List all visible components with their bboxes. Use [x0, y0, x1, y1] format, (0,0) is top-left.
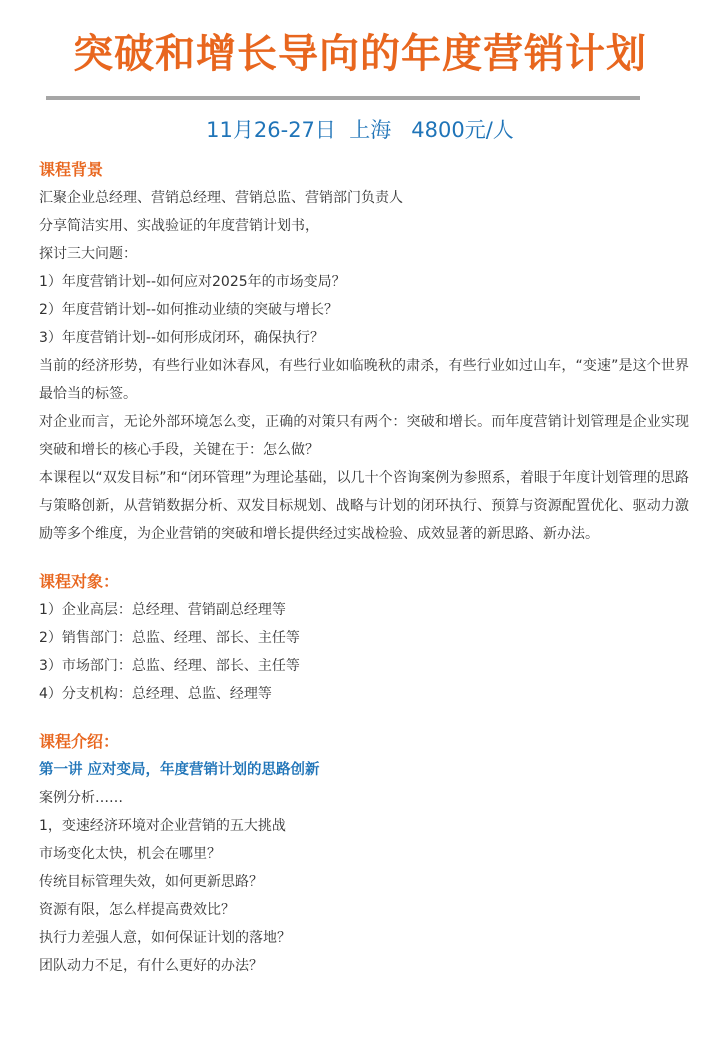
background-paragraph: 本课程以“双发目标”和“闭环管理”为理论基础，以几十个咨询案例为参照系，着眼于年度计划管理的思路与策略创新，从营销数据分析、双发目标规划、战略与计划的闭环执行、预算与资源配置优化、驱动力激励等多个维度，为企业营销的突破和增长提供经过实战检验、成效显著的新思路、新办法。 — [39, 470, 689, 542]
section-spacer — [39, 548, 689, 568]
main-content — [39, 156, 689, 980]
intro-line: 团队动力不足，有什么更好的办法？ — [39, 958, 263, 974]
intro-heading: 课程介绍： — [39, 732, 120, 751]
intro-line: 市场变化太快，机会在哪里？ — [39, 846, 221, 862]
title-divider — [46, 96, 640, 100]
intro-line: 传统目标管理失效，如何更新思路？ — [39, 874, 263, 890]
audience-item: 2）销售部门：总监、经理、部长、主任等 — [39, 630, 300, 646]
intro-line: 案例分析…… — [39, 790, 123, 806]
background-line: 汇聚企业总经理、营销总经理、营销总监、营销部门负责人 — [39, 190, 403, 206]
page-title: 突破和增长导向的年度营销计划 — [73, 31, 647, 77]
background-paragraph: 当前的经济形势，有些行业如沐春风，有些行业如临晚秋的肃杀，有些行业如过山车，“变速”是这个世界最恰当的标签。 — [39, 358, 689, 402]
audience-item: 1）企业高层：总经理、营销副总经理等 — [39, 602, 286, 618]
intro-line: 资源有限，怎么样提高费效比？ — [39, 902, 235, 918]
background-question: 1）年度营销计划--如何应对2025年的市场变局？ — [39, 274, 346, 290]
intro-line: 执行力差强人意，如何保证计划的落地？ — [39, 930, 291, 946]
intro-line: 1，变速经济环境对企业营销的五大挑战 — [39, 818, 286, 834]
background-question: 3）年度营销计划--如何形成闭环，确保执行？ — [39, 330, 325, 346]
background-line: 探讨三大问题： — [39, 246, 137, 262]
audience-heading: 课程对象： — [39, 572, 120, 591]
background-paragraph: 对企业而言，无论外部环境怎么变，正确的对策只有两个：突破和增长。而年度营销计划管理是企业实现突破和增长的核心手段，关键在于：怎么做？ — [39, 414, 689, 458]
background-heading: 课程背景 — [39, 160, 104, 179]
background-line: 分享简洁实用、实战验证的年度营销计划书， — [39, 218, 319, 234]
section-spacer — [39, 708, 689, 728]
event-info: 11月26-27日 上海 4800元/人 — [206, 118, 514, 142]
audience-item: 3）市场部门：总监、经理、部长、主任等 — [39, 658, 300, 674]
background-question: 2）年度营销计划--如何推动业绩的突破与增长？ — [39, 302, 339, 318]
audience-item: 4）分支机构：总经理、总监、经理等 — [39, 686, 272, 702]
lecture-title: 第一讲 应对变局，年度营销计划的思路创新 — [39, 762, 320, 778]
